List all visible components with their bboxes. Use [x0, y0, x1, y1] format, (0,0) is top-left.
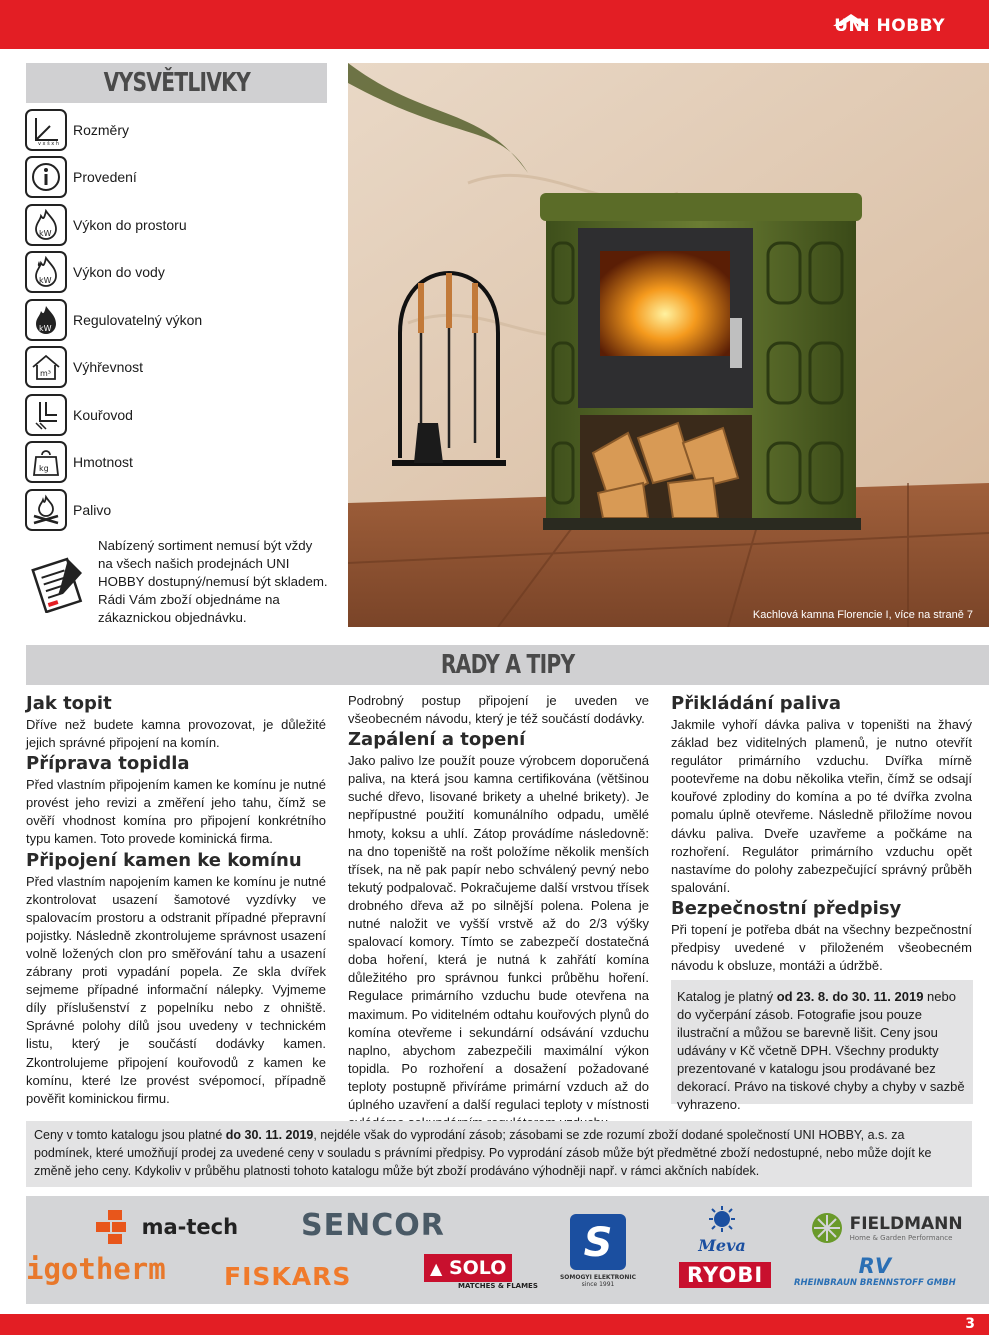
- brand-somogyi: S SOMOGYI ELEKTRONIC since 1991: [550, 1214, 646, 1288]
- flame-regulated-kw-icon: [25, 299, 67, 341]
- legend-label: Provedení: [73, 169, 137, 185]
- brand-sencor: SENCOR: [301, 1208, 445, 1243]
- dimensions-icon: [25, 109, 67, 151]
- legend-label: Výkon do prostoru: [73, 217, 187, 233]
- availability-note: Nabízený sortiment nemusí být vždy na všech našich prodejnách UNI HOBBY dostupný/nemusí být skladem. Rádi Vám zboží objednáme na zákaznickou objednávku.: [98, 538, 328, 625]
- weight-kg-icon: [25, 441, 67, 483]
- legend-label: Výkon do vody: [73, 264, 165, 280]
- legend-item-space-power: [25, 203, 187, 247]
- somogyi-s-icon: [570, 1214, 626, 1270]
- section-text: Při topení je potřeba dbát na všechny bezpečnostní předpisy uvedené v přiloženém všeobecném návodu k obsluze, montáži a údržbě.: [671, 921, 972, 974]
- section-heading: Bezpečnostní předpisy: [671, 897, 902, 919]
- svg-text:kW: kW: [39, 229, 52, 238]
- tips-column-2: [348, 692, 649, 1132]
- section-text: Před vlastním připojením kamen ke komínu je nutné provést jeho revizi a změření jeho tahu, čímž se ověří vhodnost komína pro připojení konkrétního typu kamen. Toto provede kominická firma.: [26, 777, 326, 847]
- legend-label: Rozměry: [73, 122, 130, 138]
- section-text: Dříve než budete kamna provozovat, je důležité jejich správné připojení na komín.: [26, 717, 326, 751]
- tips-title: RADY A TIPY: [26, 645, 989, 685]
- svg-text:m³: m³: [40, 369, 51, 378]
- order-form-icon: [28, 553, 88, 613]
- legend-label: Výhřevnost: [73, 359, 144, 375]
- flame-water-kw-icon: [25, 251, 67, 293]
- section-text: Před vlastním napojením kamen ke komínu je nutné zkontrolovat usazení šamotové vyzdívky ve spalovacím prostoru a odstranit případné přepravní pojistky. Následně zkontrolujeme správnost usazení volně ložených clon pro směřování tahu a usazení zábrany proti vypadání popela. Ze skla dvířek sejmeme případné informační nálepky. Vyjmeme díly příslušenství z popelníku nebo z ohniště. Správné polohy dílů jsou uvedeny v technickém listu, který je součástí dodávky kamen. Zkontrolujeme připojení kouřovodů z kamen ke komínu, které lze provést svépomocí, případně pověřit kominickou firmu.: [26, 873, 326, 1106]
- brand-meva: Meva: [696, 1206, 748, 1255]
- svg-text:kW: kW: [39, 276, 52, 285]
- brand-ryobi: RYOBI: [679, 1262, 771, 1288]
- brand-rv: RV RHEINBRAUN BRENNSTOFF GMBH: [794, 1254, 956, 1288]
- svg-text:kg: kg: [39, 464, 49, 473]
- matech-logo-icon: [96, 1210, 136, 1244]
- flue-pipe-icon: [25, 394, 67, 436]
- tips-column-3: [671, 692, 972, 975]
- flame-kw-icon: [25, 204, 67, 246]
- page-number: 3: [965, 1316, 975, 1332]
- svg-text:kW: kW: [39, 324, 52, 333]
- uni-hobby-logo: UNI HOBBY: [834, 16, 945, 36]
- brand-solo: ▲ SOLO MATCHES & FLAMES: [424, 1254, 538, 1290]
- section-text: Podrobný postup připojení je uveden ve všeobecném návodu, který je též součástí dodávky.: [348, 693, 649, 727]
- legend-label: Palivo: [73, 502, 112, 518]
- section-heading: Jak topit: [26, 693, 112, 714]
- bottom-bar: [0, 1314, 989, 1335]
- brand-fiskars: FISKARS: [224, 1262, 352, 1291]
- section-heading: Zapálení a topení: [348, 729, 526, 751]
- info-icon: [25, 156, 67, 198]
- brand-fieldmann: FIELDMANN Home & Garden Performance: [810, 1211, 963, 1245]
- legend-label: Kouřovod: [73, 407, 133, 423]
- brand-matech: ma-tech: [96, 1210, 238, 1244]
- section-text: Jakmile vyhoří dávka paliva v topeništi na žhavý základ bez viditelných plamenů, je nutno otevřít regulátor primárního vzduchu. Dvířka mírně pootevřeme na dobu několika vteřin, čímž se odsají kouřové zplodiny do komína a po té dvířka zvolna pomalu úplně otevřeme. Následně přiložíme novou dávku paliva. Dveře uzavřeme a počkáme na rozhoření. Regulátor primárního vzduchu opět nastavíme do polohy zabezpečující správný průběh spalování.: [671, 717, 972, 895]
- legend-item-weight: [25, 440, 133, 484]
- legend-item-water-power: [25, 250, 165, 294]
- validity-dates: od 23. 8. do 30. 11. 2019: [776, 989, 924, 1004]
- legend-item-regulated-power: [25, 298, 202, 342]
- catalog-validity-box: Katalog je platný od 23. 8. do 30. 11. 2019 nebo do vyčerpání zásob. Fotografie jsou pouze ilustrační a můžou se barevně lišit. Ceny jsou udávány v Kč včetně DPH. Všechny produkty prezentované v katalogu jsou prodávané bez dekorací. Právo na tiskové chyby a chyby v sazbě vyhrazeno.: [671, 980, 973, 1104]
- brand-igotherm: igotherm: [26, 1252, 166, 1286]
- prices-note: Ceny v tomto katalogu jsou platné do 30. 11. 2019, nejdéle však do vyprodání zásob; zásobami se zde rozumí zboží dodané společností UNI HOBBY, a.s. za podmínek, které umožňují prodej za uvedené ceny v souladu s právními předpisy. Po vyprodání zásob může být předmětné zboží nedostupné, nebo může dojít ke změně jeho ceny. Kdykoliv v průběhu platnosti tohoto katalogu může být zboží prodáváno výhodněji např. v rámci akčních nabídek.: [26, 1121, 972, 1187]
- prices-date: do 30. 11. 2019: [225, 1128, 314, 1142]
- legend-label: Regulovatelný výkon: [73, 312, 203, 328]
- tips-column-1: [26, 692, 326, 1108]
- svg-text:v x š x h: v x š x h: [38, 141, 60, 146]
- solo-flame-icon: ▲: [430, 1259, 443, 1278]
- section-heading: Přikládání paliva: [671, 693, 842, 714]
- photo-caption: Kachlová kamna Florencie I, více na straně 7: [752, 609, 973, 621]
- legend-title: VYSVĚTLIVKY: [26, 63, 327, 103]
- legend-item-dimensions: [25, 108, 129, 152]
- top-bar: [0, 0, 989, 49]
- meva-sun-icon: [707, 1206, 737, 1232]
- brand-logos: [26, 1196, 989, 1304]
- stove-photo: [348, 63, 989, 627]
- fuel-fire-icon: [25, 489, 67, 531]
- legend-item-info: [25, 155, 137, 199]
- legend-item-heating-capacity: [25, 345, 143, 389]
- fieldmann-leaf-icon: [810, 1211, 844, 1245]
- stove-illustration: [348, 63, 989, 627]
- section-heading: Připojení kamen ke komínu: [26, 849, 302, 871]
- section-text: Jako palivo lze použít pouze výrobcem doporučená paliva, na která jsou kamna certifikována (většinou suché dřevo, lisované brikety a uhelné brikety). Je nepřípustné použití komunálního odpadu, umělé hmoty, koksu a uhlí. Zátop provádíme následovně: na dno topeniště na rošt položíme několik menších třísek, na ně pak papír nebo schválený pevný nebo tekutý podpalovač. Pokračujeme další vrstvou třísek drobného dřeva až po silnější polena. Polena je nutné naložit ve vyšší vrstvě až do 2/3 výšky spalovací komory. Tímto se zabezpečí dostatečná doba hoření, která je nutná k zahřátí komína důležitého pro správnou funkci průběhu hoření. Regulace primárního vzduchu bude otevřena na maximum. Po viditelném odtahu kouřových plynů do komína otevřeme i sekundární odsávání vzduchu naplno, abychom zabezpečili maximální výkon topidla. Po rozhoření a dosažení požadované teploty postupně přivíráme primární vzduch až do úplného uzavření a další regulaci teploty v místnosti: [348, 753, 649, 1112]
- legend-item-fuel: [25, 488, 111, 532]
- legend-item-flue: [25, 393, 133, 437]
- house-m3-icon: [25, 346, 67, 388]
- section-heading: Příprava topidla: [26, 753, 190, 775]
- svg-text:S: S: [583, 1220, 613, 1266]
- legend-label: Hmotnost: [73, 454, 133, 470]
